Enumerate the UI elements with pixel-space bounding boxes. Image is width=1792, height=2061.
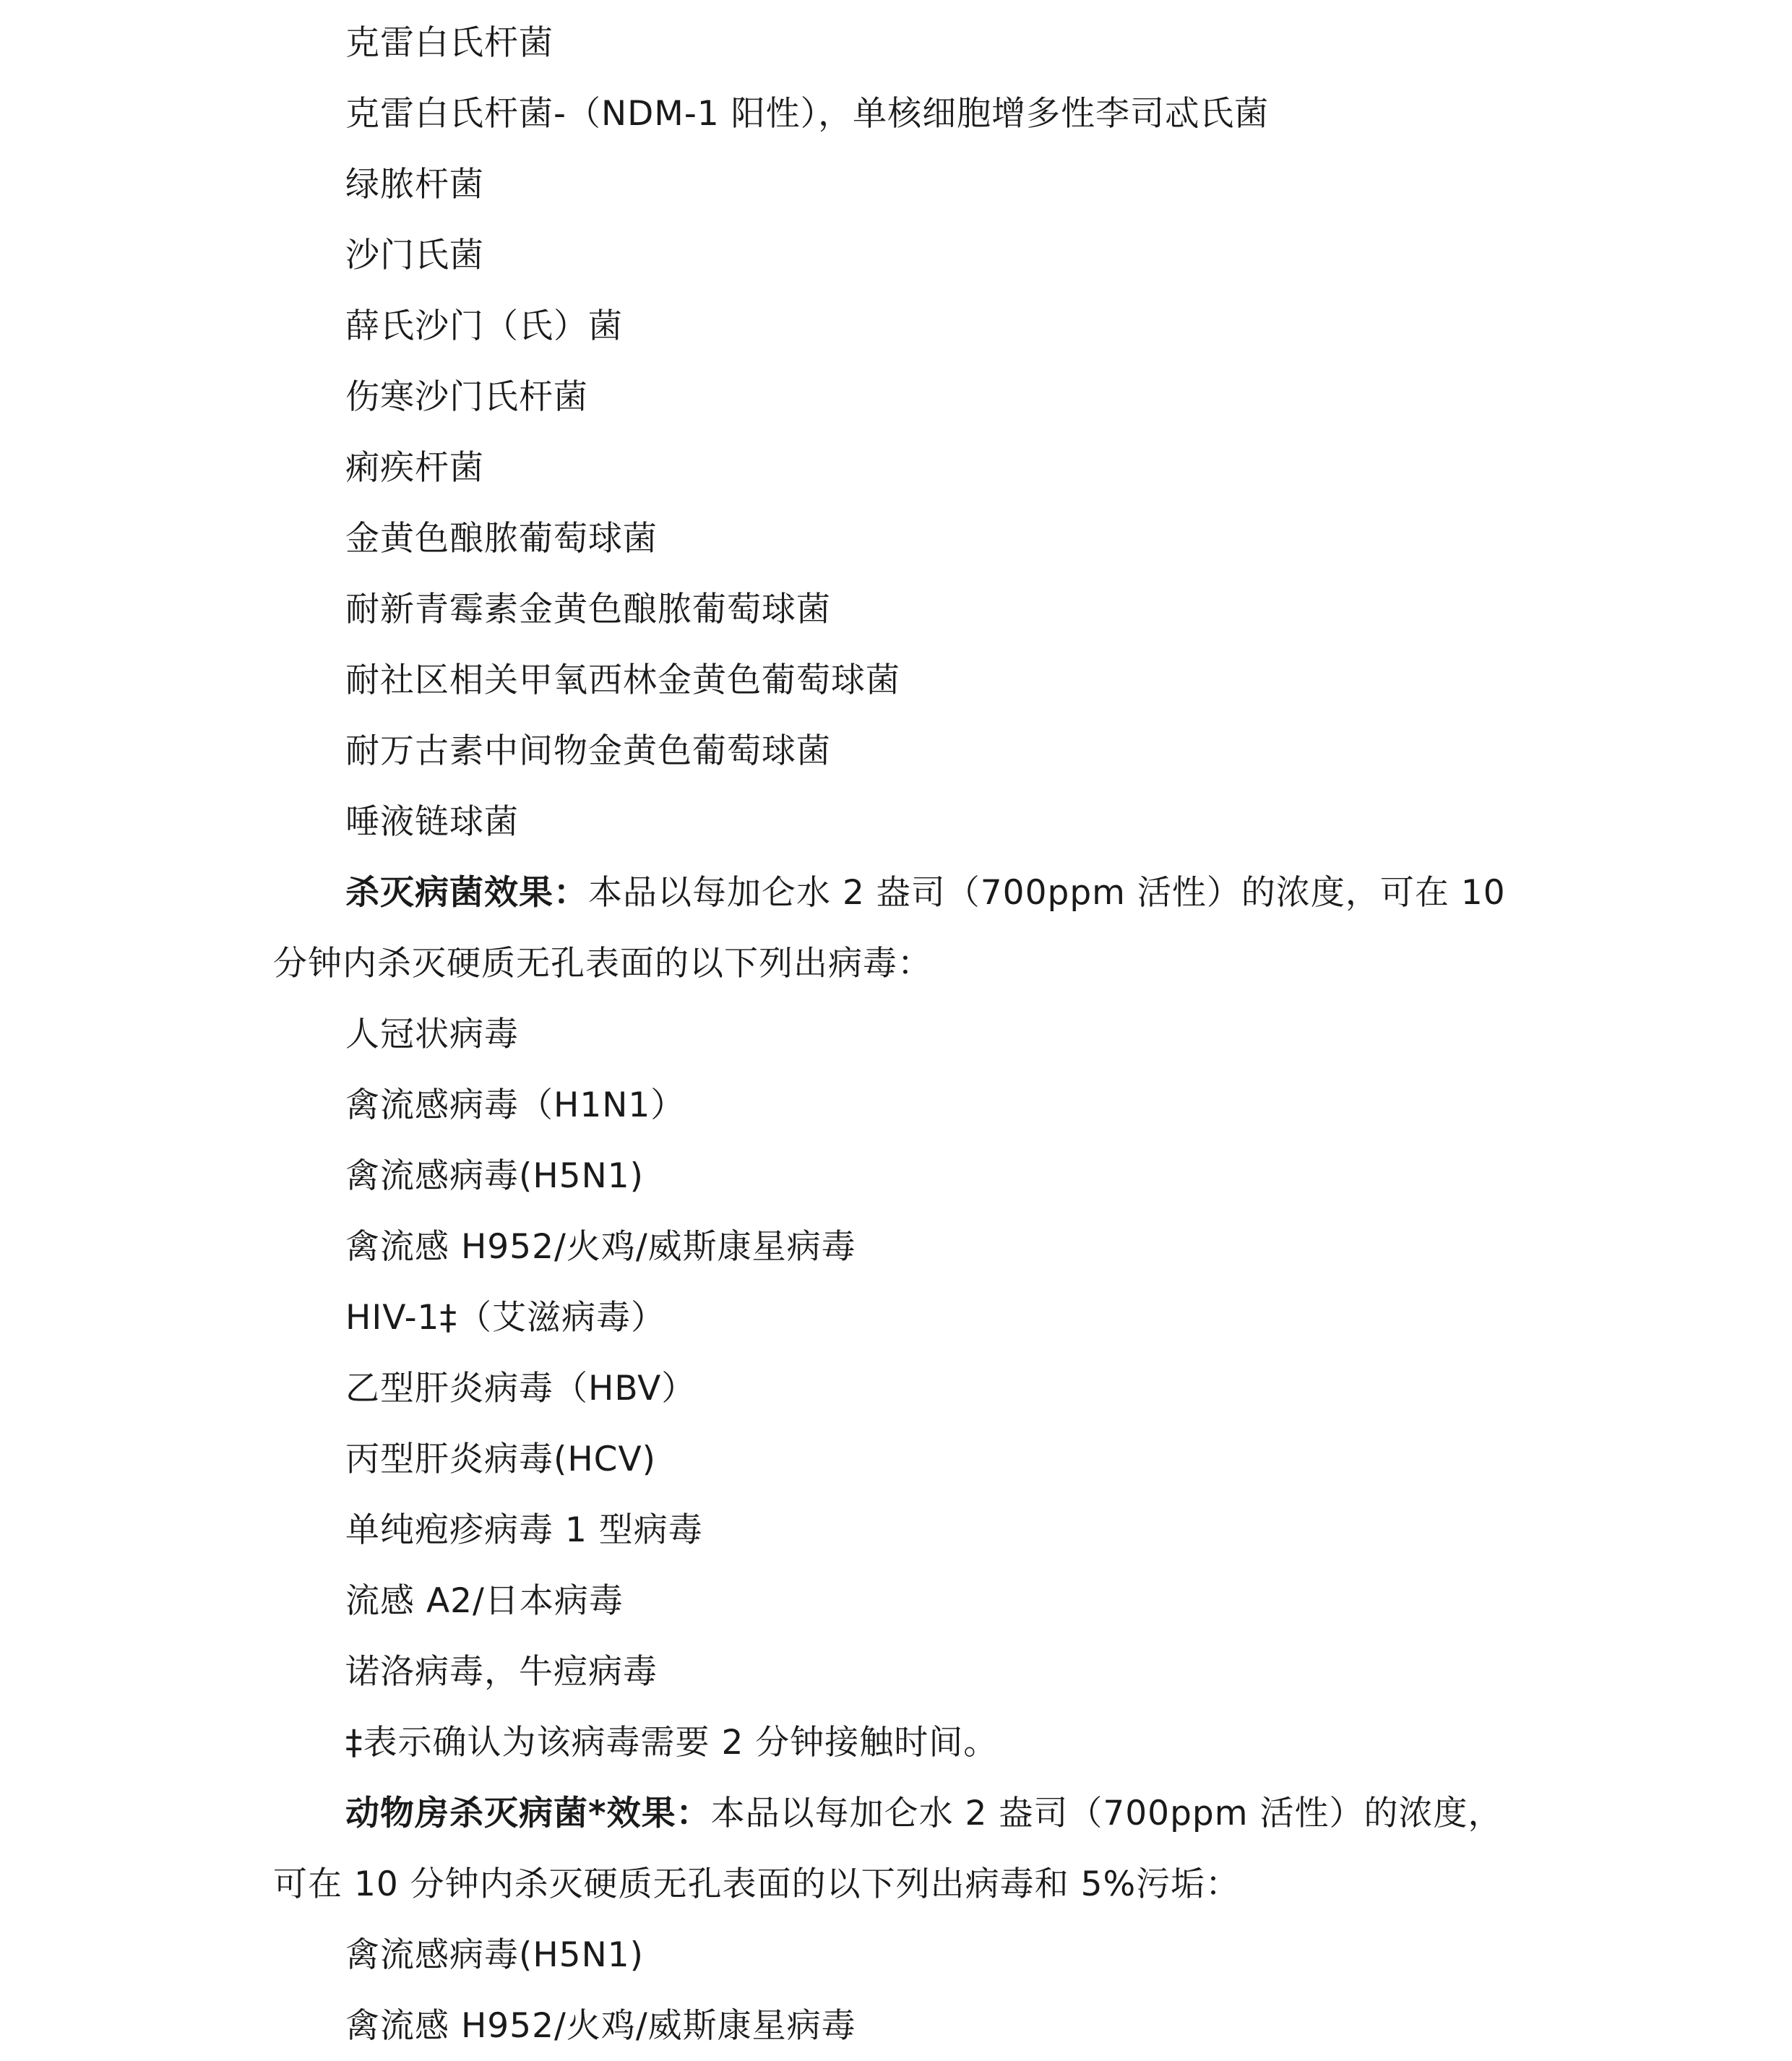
bacteria-item: 唾液链球菌 [345,802,519,842]
virus-section-text: 本品以每加仑水 2 盎司（700ppm 活性）的浓度，可在 10 [588,873,1506,913]
bacteria-item: 痢疾杆菌 [345,448,484,488]
virus-item: 人冠状病毒 [345,1015,519,1054]
virus-item: 单纯疱疹病毒 1 型病毒 [345,1510,703,1550]
virus-item: 流感 A2/日本病毒 [345,1581,624,1621]
virus-item: 禽流感病毒（H1N1） [345,1085,686,1125]
virus-item: 诺洛病毒，牛痘病毒 [345,1652,658,1692]
bacteria-item: 伤寒沙门氏杆菌 [345,377,588,417]
virus-paragraph-line2: 分钟内杀灭硬质无孔表面的以下列出病毒： [273,944,932,984]
bacteria-item: 克雷白氏杆菌 [345,23,553,63]
virus-section-heading: 杀灭病菌效果： [345,873,588,913]
bacteria-item: 沙门氏菌 [345,236,484,275]
virus-item: 乙型肝炎病毒（HBV） [345,1369,697,1408]
virus-item: 禽流感病毒(H5N1) [345,1156,644,1196]
virus-item: 丙型肝炎病毒(HCV) [345,1440,656,1479]
animal-paragraph-line2: 可在 10 分钟内杀灭硬质无孔表面的以下列出病毒和 5%污垢： [273,1864,1241,1904]
footnote: ‡表示确认为该病毒需要 2 分钟接触时间。 [345,1723,999,1763]
bacteria-item: 薛氏沙门（氏）菌 [345,306,623,346]
virus-item: HIV-1‡（艾滋病毒） [345,1298,665,1338]
bacteria-item: 金黄色酿脓葡萄球菌 [345,519,658,559]
virus-item: 禽流感 H952/火鸡/威斯康星病毒 [345,1227,856,1267]
animal-section-heading: 动物房杀灭病菌*效果： [345,1794,711,1833]
animal-paragraph-line1 [345,1792,1502,1836]
bacteria-item: 绿脓杆菌 [345,165,484,205]
bacteria-item: 耐社区相关甲氧西林金黄色葡萄球菌 [345,661,900,700]
bacteria-item: 耐万古素中间物金黄色葡萄球菌 [345,731,831,771]
animal-virus-item: 禽流感病毒(H5N1) [345,1935,644,1975]
bacteria-item: 耐新青霉素金黄色酿脓葡萄球菌 [345,590,831,629]
animal-virus-item: 禽流感 H952/火鸡/威斯康星病毒 [345,2006,856,2046]
virus-paragraph-line1 [345,872,1506,915]
bacteria-item: 克雷白氏杆菌-（NDM-1 阳性），单核细胞增多性李司忒氏菌 [345,94,1270,134]
animal-section-text: 本品以每加仑水 2 盎司（700ppm 活性）的浓度， [710,1794,1503,1833]
